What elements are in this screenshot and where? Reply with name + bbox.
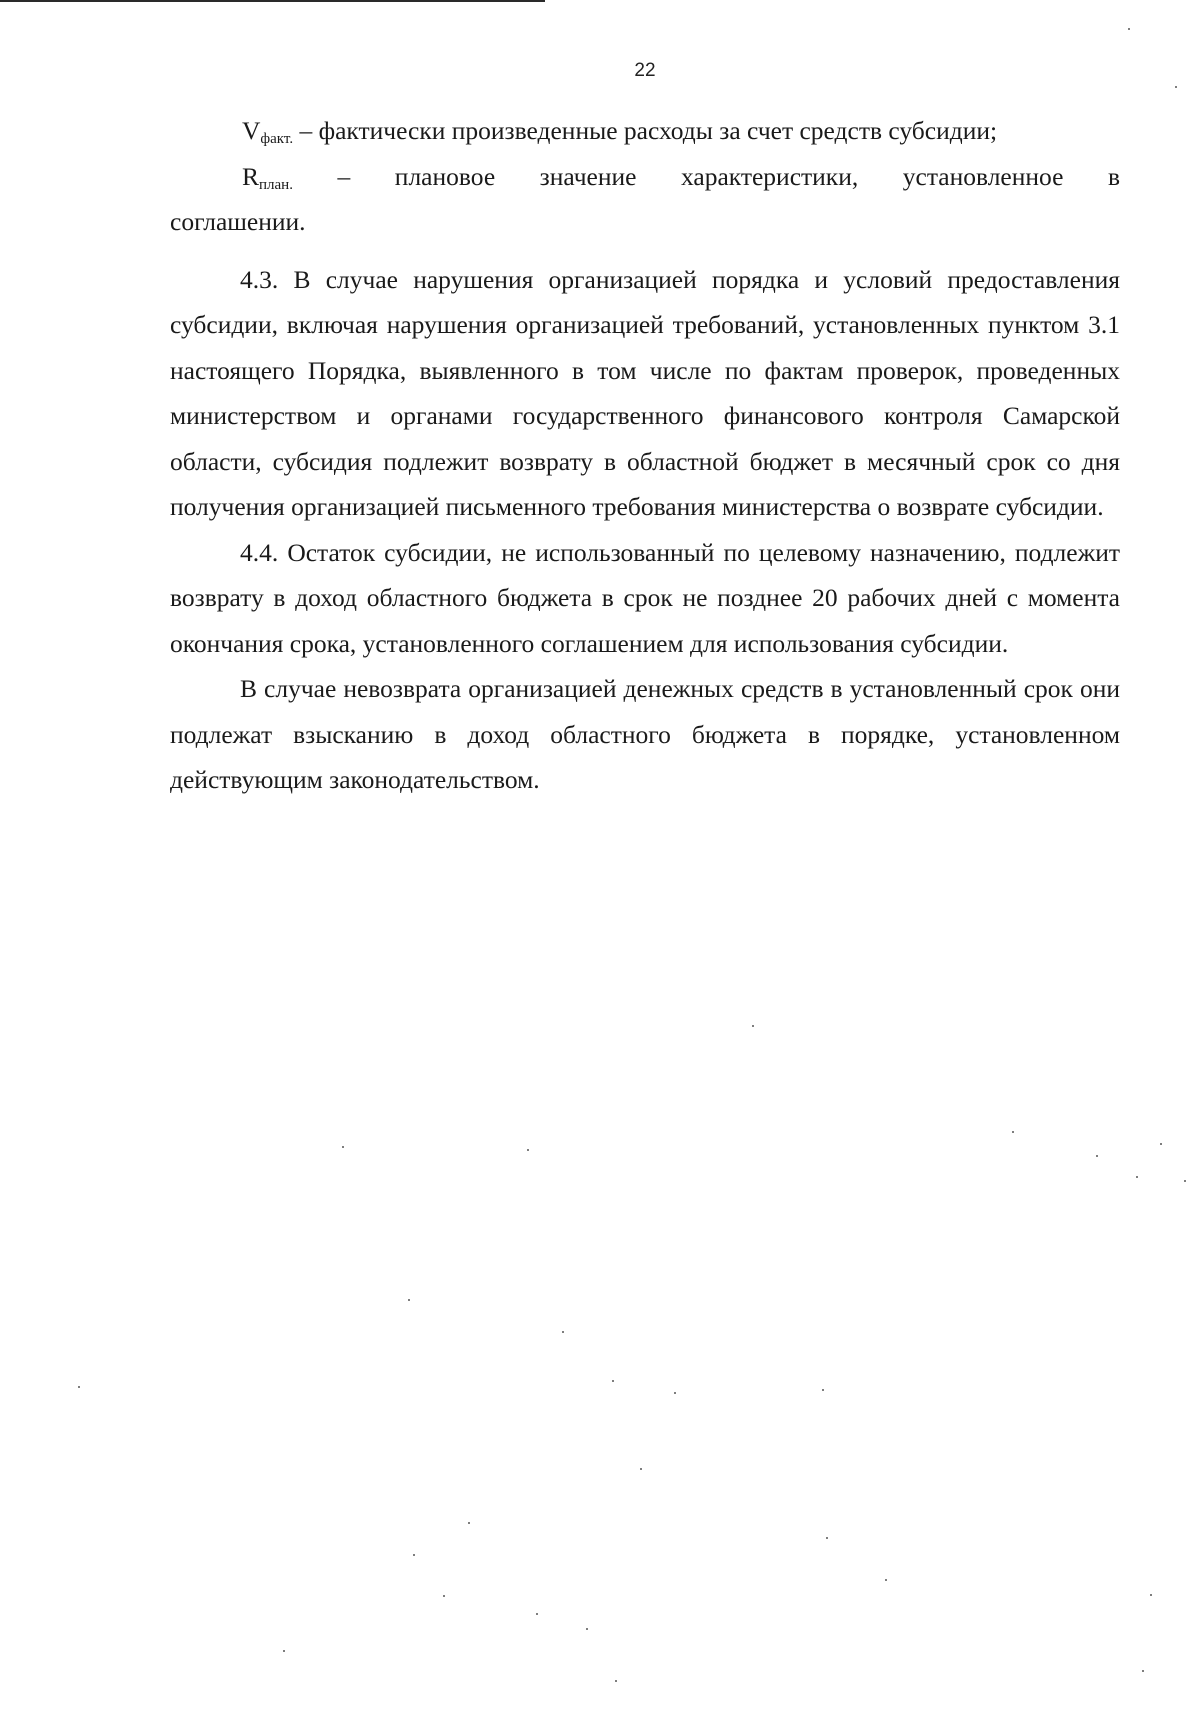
- scan-speck: [826, 1537, 828, 1539]
- scan-speck: [1160, 1143, 1162, 1145]
- scan-speck: [536, 1613, 538, 1615]
- definition-symbol: V: [242, 116, 261, 145]
- definition-text: – плановое значение характеристики, установленное в: [292, 161, 1120, 191]
- document-body: [170, 108, 1120, 803]
- scan-speck: [612, 1380, 614, 1382]
- scan-speck: [1175, 86, 1177, 88]
- definition-continuation: соглашении.: [170, 207, 306, 236]
- scan-speck: [1136, 1176, 1138, 1178]
- scan-speck: [78, 1386, 80, 1388]
- scan-top-edge: [0, 0, 545, 2]
- scan-speck: [1184, 1180, 1186, 1182]
- definition-symbol: R: [242, 161, 260, 191]
- scan-speck: [640, 1468, 642, 1470]
- scan-speck: [562, 1331, 564, 1333]
- scan-speck: [1150, 1594, 1152, 1596]
- scan-speck: [1142, 1670, 1144, 1672]
- definition-v-fact: [170, 108, 1120, 154]
- scan-speck: [527, 1149, 529, 1151]
- scan-speck: [413, 1554, 415, 1556]
- scan-speck: [283, 1650, 285, 1652]
- page-number: 22: [634, 60, 656, 81]
- definition-subscript: план.: [259, 176, 293, 193]
- scan-speck: [443, 1595, 445, 1597]
- definition-r-plan: [170, 154, 1120, 200]
- paragraph-non-return: В случае невозврата организацией денежных средств в установленный срок они подлежат взысканию в доход областного бюджета в порядке, установленном действующим законодательством.: [170, 674, 1120, 794]
- scan-speck: [586, 1628, 588, 1630]
- scan-speck: [885, 1579, 887, 1581]
- scan-speck: [1128, 28, 1130, 30]
- scan-speck: [1096, 1155, 1098, 1157]
- paragraph-4-3: 4.3. В случае нарушения организацией порядка и условий предоставления субсидии, включая нарушения организацией требований, установленных пунктом 3.1 настоящего Порядка, выявленного в том числе по фактам проверок, проведенных министерством и органами государственного финансового контроля Самарской области, субсидия подлежит возврату в областной бюджет в месячный срок со дня получения организацией письменного требования министерства о возврате субсидии.: [170, 264, 1120, 521]
- scan-speck: [752, 1025, 754, 1027]
- scan-speck: [674, 1392, 676, 1394]
- scan-speck: [822, 1389, 824, 1391]
- scan-speck: [342, 1146, 344, 1148]
- scan-speck: [615, 1680, 617, 1682]
- scan-speck: [468, 1522, 470, 1524]
- paragraph-4-4: 4.4. Остаток субсидии, не использованный по целевому назначению, подлежит возврату в доход областного бюджета в срок не позднее 20 рабочих дней с момента окончания срока, установленного соглашением для использования субсидии.: [170, 537, 1120, 658]
- scan-speck: [1012, 1131, 1014, 1133]
- scan-speck: [408, 1299, 410, 1301]
- definition-text: – фактически произведенные расходы за счет средств субсидии;: [293, 116, 998, 145]
- definition-subscript: факт.: [260, 131, 294, 147]
